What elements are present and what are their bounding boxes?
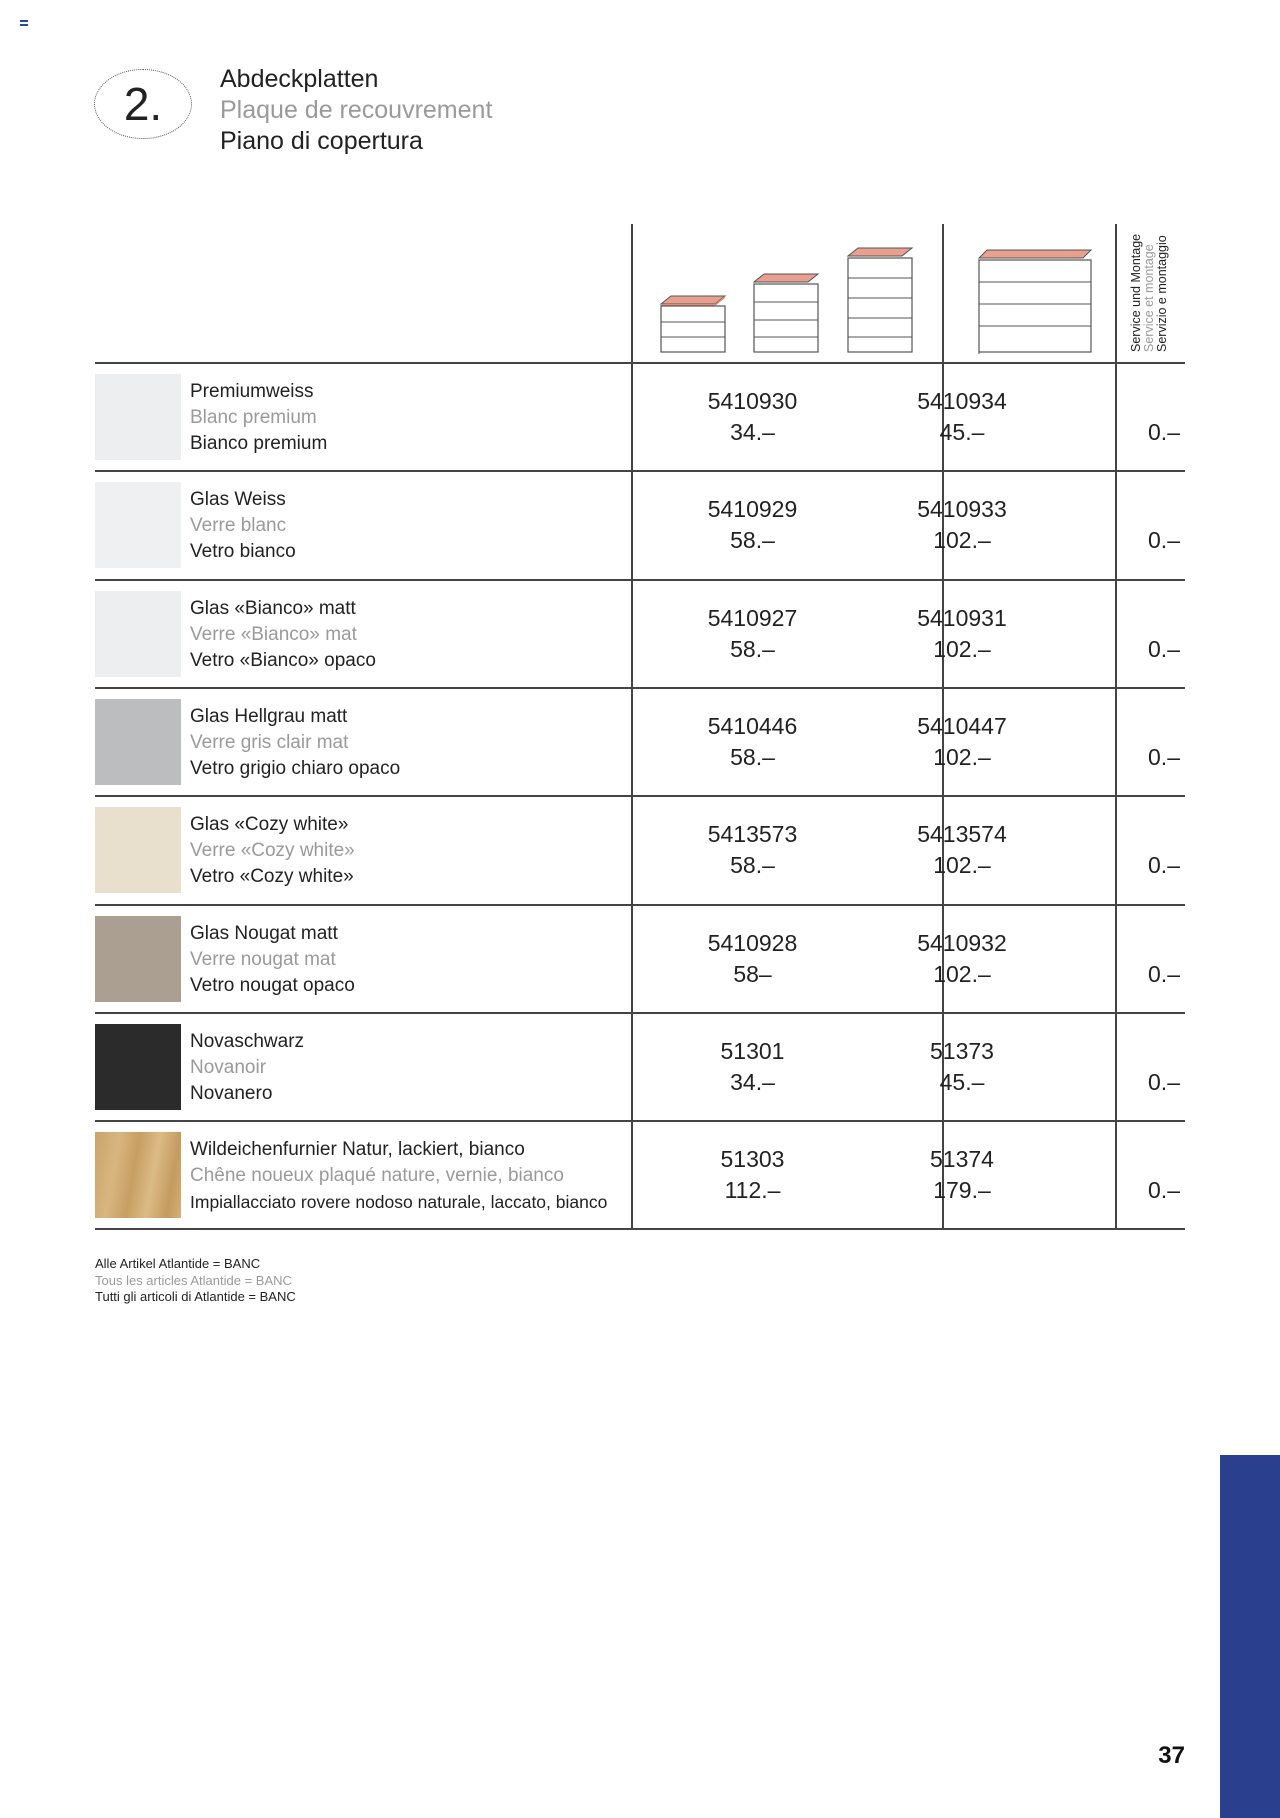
price-cell-wide bbox=[877, 1144, 1047, 1206]
price: 102.– bbox=[933, 527, 991, 554]
material-name bbox=[190, 487, 296, 565]
service-fr: Service et montage bbox=[1142, 244, 1156, 352]
color-swatch bbox=[95, 1132, 181, 1218]
price: 102.– bbox=[933, 635, 991, 662]
price: 58.– bbox=[730, 635, 775, 662]
material-name-de: Novaschwarz bbox=[190, 1030, 305, 1052]
price-cell-wide bbox=[877, 494, 1047, 556]
material-name-it: Vetro grigio chiaro opaco bbox=[190, 757, 401, 779]
title-fr: Plaque de recouvrement bbox=[220, 96, 493, 124]
table-row bbox=[95, 689, 1185, 795]
material-name bbox=[190, 1029, 304, 1107]
table-row bbox=[95, 1122, 1185, 1228]
material-name-de: Glas Nougat matt bbox=[190, 922, 338, 944]
service-price: 0.– bbox=[1148, 419, 1180, 445]
price-cell-small bbox=[635, 1144, 870, 1206]
material-name-de: Glas Hellgrau matt bbox=[190, 705, 348, 727]
price-cell-small bbox=[635, 386, 870, 448]
service-price: 0.– bbox=[1148, 1177, 1180, 1204]
article-number: 51301 bbox=[720, 1037, 785, 1064]
price-cell-wide bbox=[877, 1036, 1047, 1098]
material-name-de: Wildeichenfurnier Natur, lackiert, bianco bbox=[190, 1139, 525, 1161]
table-row bbox=[95, 581, 1185, 687]
material-name-it: Vetro nougat opaco bbox=[190, 974, 355, 996]
color-swatch bbox=[95, 916, 181, 1002]
price-cell-wide bbox=[877, 711, 1047, 773]
material-name-de: Glas «Bianco» matt bbox=[190, 597, 356, 619]
price: 179.– bbox=[933, 1177, 991, 1204]
article-number: 5413573 bbox=[707, 821, 798, 848]
article-number: 5413574 bbox=[917, 821, 1007, 848]
article-number: 51373 bbox=[930, 1037, 994, 1064]
color-swatch bbox=[95, 591, 181, 677]
price-cell-small bbox=[635, 1036, 870, 1098]
material-name-de: Glas «Cozy white» bbox=[190, 814, 349, 836]
material-name-it: Vetro «Cozy white» bbox=[190, 866, 354, 888]
footnote-it: Tutti gli articoli di Atlantide = BANC bbox=[95, 1289, 296, 1304]
price: 45.– bbox=[939, 419, 985, 445]
article-number: 5410446 bbox=[707, 712, 798, 739]
material-name-de: Premiumweiss bbox=[190, 381, 314, 402]
material-name-fr: Blanc premium bbox=[190, 407, 317, 428]
price: 58.– bbox=[730, 527, 775, 554]
material-name-fr: Verre blanc bbox=[190, 515, 287, 537]
article-number: 5410447 bbox=[917, 712, 1007, 739]
article-number: 5410928 bbox=[707, 929, 798, 956]
price: 102.– bbox=[933, 960, 991, 987]
price-cell-wide bbox=[877, 819, 1047, 881]
table-row bbox=[95, 364, 1185, 470]
table-row bbox=[95, 906, 1185, 1012]
material-name-fr: Verre gris clair mat bbox=[190, 731, 349, 753]
footnote-fr: Tous les articles Atlantide = BANC bbox=[95, 1272, 292, 1288]
article-number: 5410930 bbox=[707, 388, 798, 414]
price-cell-small bbox=[635, 928, 870, 990]
table-row bbox=[95, 797, 1185, 903]
section-number: 2. bbox=[94, 69, 192, 139]
footnote bbox=[95, 1256, 296, 1306]
price-cell-small bbox=[635, 494, 870, 556]
article-number: 51374 bbox=[930, 1146, 994, 1173]
service-it: Servizio e montaggio bbox=[1155, 235, 1169, 352]
price: 58.– bbox=[730, 852, 775, 879]
section-heading bbox=[220, 64, 492, 157]
price: 34.– bbox=[730, 1068, 775, 1095]
price: 58.– bbox=[730, 743, 775, 770]
price-cell-wide bbox=[877, 386, 1047, 448]
color-swatch bbox=[95, 807, 181, 893]
wide-dresser-icon bbox=[975, 236, 1095, 356]
material-name bbox=[190, 379, 327, 457]
material-name-it: Novanero bbox=[190, 1082, 273, 1104]
material-name-fr: Verre «Bianco» mat bbox=[190, 623, 357, 645]
price-cell-small bbox=[635, 819, 870, 881]
price: 112.– bbox=[724, 1177, 781, 1204]
service-price: 0.– bbox=[1148, 743, 1180, 770]
material-name-it: Vetro «Bianco» opaco bbox=[190, 649, 376, 671]
price-cell-small bbox=[635, 603, 870, 665]
material-name bbox=[190, 812, 355, 890]
service-price: 0.– bbox=[1148, 1068, 1180, 1095]
price: 102.– bbox=[933, 743, 991, 770]
article-number: 51303 bbox=[720, 1146, 785, 1173]
price: 102.– bbox=[933, 852, 991, 879]
color-swatch bbox=[95, 699, 181, 785]
article-number: 5410932 bbox=[917, 929, 1007, 956]
material-name-fr: Verre nougat mat bbox=[190, 948, 336, 970]
material-name bbox=[190, 704, 400, 782]
color-swatch bbox=[95, 374, 181, 460]
article-number: 5410927 bbox=[707, 604, 798, 631]
material-name bbox=[190, 921, 355, 999]
table-row bbox=[95, 1014, 1185, 1120]
price-cell-small bbox=[635, 711, 870, 773]
price: 34.– bbox=[730, 419, 775, 445]
flag-icon bbox=[20, 20, 28, 26]
price: 58– bbox=[733, 960, 772, 987]
service-de: Service und Montage bbox=[1129, 233, 1143, 352]
service-price: 0.– bbox=[1148, 527, 1180, 554]
blue-side-tab bbox=[1220, 1455, 1280, 1818]
service-price: 0.– bbox=[1148, 960, 1180, 987]
material-name-it: Impiallacciato rovere nodoso naturale, laccato, bianco bbox=[190, 1192, 608, 1213]
material-name-it: Bianco premium bbox=[190, 433, 328, 454]
color-swatch bbox=[95, 482, 181, 568]
material-name-fr: Novanoir bbox=[190, 1056, 267, 1078]
table-row bbox=[95, 472, 1185, 578]
row-divider bbox=[95, 1228, 1185, 1230]
price-cell-wide bbox=[877, 603, 1047, 665]
material-name bbox=[190, 1137, 607, 1215]
price: 45.– bbox=[939, 1068, 985, 1095]
title-it: Piano di copertura bbox=[220, 127, 423, 155]
article-number: 5410934 bbox=[917, 388, 1007, 414]
material-name bbox=[190, 596, 376, 674]
page-number: 37 bbox=[1158, 1742, 1185, 1769]
material-name-fr: Verre «Cozy white» bbox=[190, 840, 355, 862]
small-dresser-icons bbox=[655, 244, 925, 356]
material-name-de: Glas Weiss bbox=[190, 489, 286, 511]
article-number: 5410931 bbox=[917, 604, 1007, 631]
service-price: 0.– bbox=[1148, 852, 1180, 879]
color-swatch bbox=[95, 1024, 181, 1110]
title-de: Abdeckplatten bbox=[220, 65, 379, 93]
price-cell-wide bbox=[877, 928, 1047, 990]
article-number: 5410929 bbox=[707, 496, 798, 523]
service-column-header bbox=[1129, 218, 1169, 352]
material-name-it: Vetro bianco bbox=[190, 541, 296, 563]
article-number: 5410933 bbox=[917, 496, 1007, 523]
material-name-fr: Chêne noueux plaqué nature, vernie, bianco bbox=[190, 1165, 564, 1187]
footnote-de: Alle Artikel Atlantide = BANC bbox=[95, 1256, 261, 1271]
service-price: 0.– bbox=[1148, 635, 1180, 662]
